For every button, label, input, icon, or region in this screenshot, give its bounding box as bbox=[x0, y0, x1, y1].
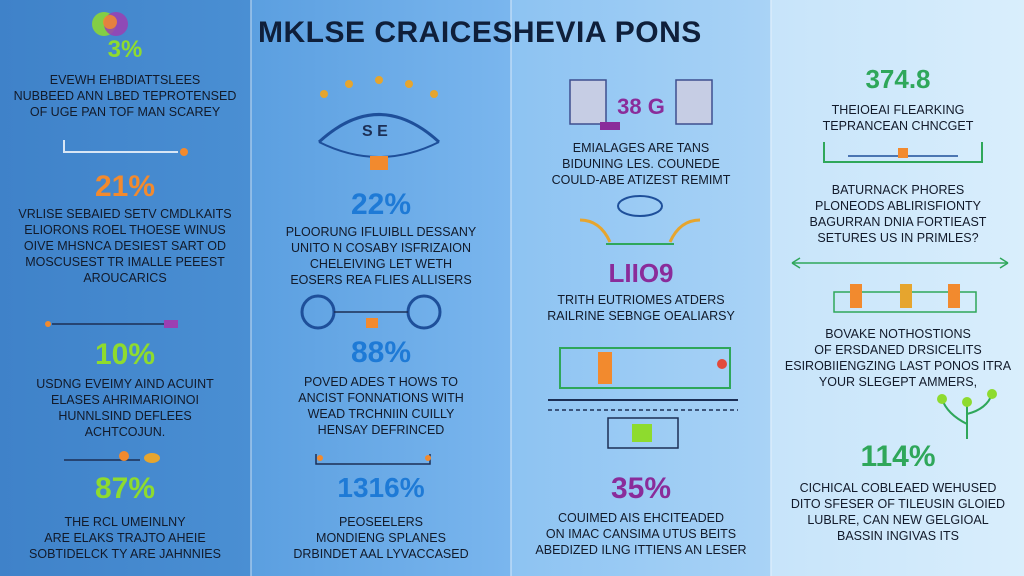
stat-value: 38 G bbox=[617, 94, 665, 119]
stat-description: PEOSEELERS MONDIENG SPLANES DRBINDET AAL LYVACCASED bbox=[293, 515, 469, 561]
stat-value: 10% bbox=[94, 338, 156, 371]
stat-description: EVEWH EHBDIATTSLEES NUBBEED ANN LBED TEPROTENSED OF UGE PAN TOF MAN SCAREY bbox=[13, 73, 237, 119]
lightbulb-arc-icon bbox=[304, 72, 454, 182]
stat-description: VRLISE SEBAIED SETV CMDLKAITS ELIORONS ROEL THOESE WINUS OIVE MHSNCA DESIEST SART OD MOSCUSEST TR IMALLE PEEEST AROUCARICS bbox=[18, 207, 232, 285]
stat-description: CICHICAL COBLEAED WEHUSED DITO SFESER OF TILEUSIN GLOIED LUBLRE, CAN NEW GELGIOAL BASSIN INGIVAS ITS bbox=[790, 481, 1006, 543]
column-3 bbox=[512, 0, 770, 576]
infographic-title: MKLSE CRAICESHEVIA PONS bbox=[258, 16, 702, 49]
column-4 bbox=[772, 0, 1024, 576]
stat-value: 22% bbox=[350, 188, 412, 221]
leaf-branch-icon bbox=[932, 384, 1002, 444]
stat-description: EMIALAGES ARE TANS BIDUNING LES. COUNEDE COULD-ABE ATIZEST REMIMT bbox=[551, 141, 731, 187]
stat-description: USDNG EVEIMY AIND ACUINT ELASES AHRIMARIOINOI HUNNLSIND DEFLEES ACHTCOJUN. bbox=[36, 377, 214, 439]
stat-description: COUIMED AIS EHCITEADED ON IMAC CANSIMA UTUS BEITS ABEDIZED ILNG ITTIENS AN LESER bbox=[535, 511, 747, 557]
stat-value: 88% bbox=[350, 336, 412, 369]
stat-description: BATURNACK PHORES PLONEODS ABLIRISFIONTY BAGURRAN DNIA FORTIEAST SETURES US IN PRIMLES? bbox=[809, 183, 987, 245]
stat-description: THEIOEAI FLEARKING TEPRANCEAN CHNCGET bbox=[822, 103, 974, 133]
column-2 bbox=[252, 0, 510, 576]
machine-board-icon bbox=[548, 338, 738, 458]
bracket-icon bbox=[60, 138, 195, 160]
stat-description: PLOORUNG IFLUIBLL DESSANY UNITO N COSABY ISFRIZAION CHELEIVING LET WETH EOSERS REA FLIES ALLISERS bbox=[285, 225, 477, 287]
scale-balance-icon bbox=[570, 190, 710, 256]
stat-description: THE RCL UMEINLNY ARE ELAKS TRAJTO AHEIE SOBTIDELCK TY ARE JAHNNIES bbox=[29, 515, 221, 561]
stat-value: 1316% bbox=[337, 472, 425, 503]
stat-value: 87% bbox=[94, 472, 156, 505]
stat-value: LIIO9 bbox=[608, 258, 674, 288]
connector-line-icon bbox=[44, 316, 204, 332]
stat-value: 374.8 bbox=[865, 64, 931, 94]
stat-value: 35% bbox=[610, 472, 672, 505]
bracket-connector-icon bbox=[312, 450, 437, 472]
stat-description: BOVAKE NOTHOSTIONS OF ERSDANED DRSICELITS ESIROBIIENGZING LAST PONOS ITRA YOUR SLEGEPT AMMERS, bbox=[784, 327, 1012, 389]
linked-circles-icon bbox=[296, 292, 446, 334]
equipment-row-icon bbox=[830, 278, 980, 318]
stat-description: TRITH EUTRIOMES ATDERS RAILRINE SEBNGE OEALIARSY bbox=[547, 293, 735, 323]
column-1 bbox=[0, 0, 250, 576]
bracket-bar-icon bbox=[818, 138, 988, 178]
stat-description: POVED ADES T HOWS TO ANCIST FONNATIONS WITH WEAD TRCHNIIN CUILLY HENSAY DEFRINCED bbox=[298, 375, 464, 437]
stat-value: 3% bbox=[107, 36, 143, 63]
arrow-line-icon bbox=[788, 254, 1012, 272]
stat-value: 21% bbox=[94, 170, 156, 203]
stat-value: 114% bbox=[860, 440, 936, 473]
leaf-connector-icon bbox=[60, 446, 165, 468]
svg-text:S E: S E bbox=[362, 123, 388, 140]
